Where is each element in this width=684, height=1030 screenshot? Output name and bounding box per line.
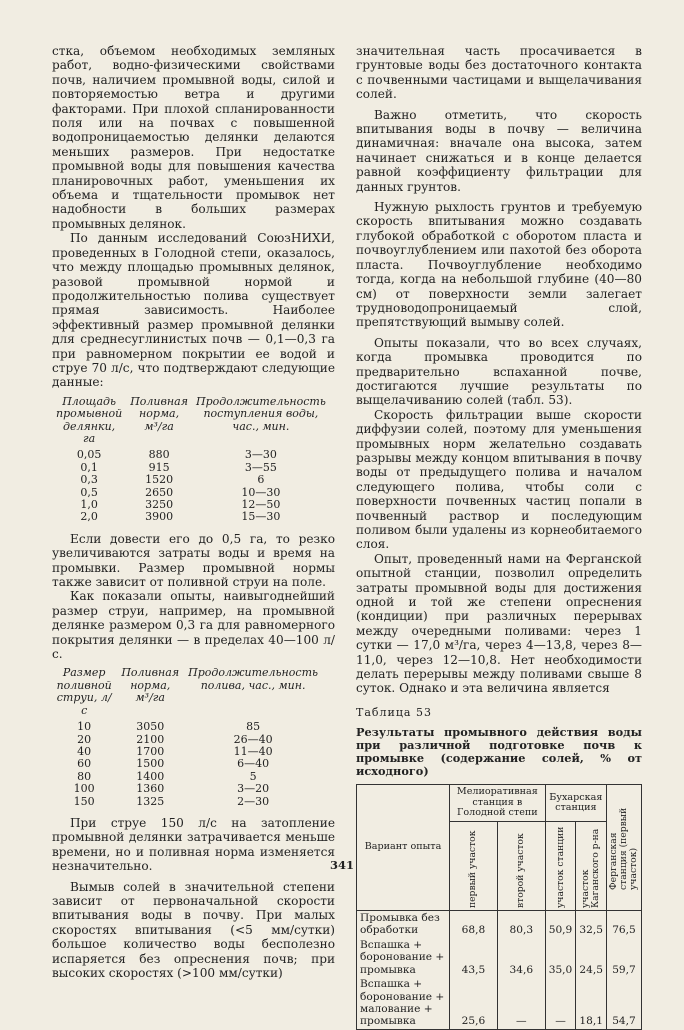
table-row: 2,0 3900 15—30 [80,510,281,524]
paragraph: Скорость фильтрации выше скорости диффузии солей, поэтому для уменьшения промывных норм желательно создавать разрывы между концом впитывания в почву воды от предыдущего полива и началом следующего полива, чтобы соли с поверхности почвенных частиц попали в почвенный раствор и последующим поливом были удалены из корнеобитаемого слоя. [356,407,642,552]
table-row: 100 1360 3—20 [73,782,270,796]
table-row: 20 2100 26—40 [77,732,273,746]
table-row: 60 1500 6—40 [77,757,270,771]
paragraph: Нужную рыхлость грунтов и требуемую скорость впитывания можно создавать глубокой обработкой с оборотом пласта и почвоуглублением или пахотой без оборота пласта. Почвоуглубление необходимо тогда, когда на небольшой глубине (40—80 см) от поверхности земли залегает трудноводопроницаемый слой, препятствующий вымыву солей. [356,200,642,330]
table-header: Бухарская станция [545,785,606,822]
paragraph: Опыты показали, что во всех случаях, когда промывка проводится по предварительно вспаханной почве, достигаются лучшие результаты по выщелачиванию солей (табл. 53). [356,335,642,408]
table-row: 0,3 1520 6 [80,473,265,487]
table-row: 0,1 915 3—55 [80,460,277,474]
paragraph: При струе 150 л/с на затопление промывной делянки затрачивается меньше времени, но и поливная норма изменяется незначительно. [52,815,335,874]
paragraph: Опыт, проведенный нами на Ферганской опытной станции, позволил определить затраты промывной воды для достижения одной и той же степени опреснения (кондиции) при различных перерывах между очередными поливами: через 1 сутки — 17,0 м³/га, через 4—13,8, через 8—11,0, через 12—10,8. Нет необходимости делать перерывы между поливами свыше 8 суток. Однако и эта величина является [356,551,642,696]
table-row: Вспашка + боронование + малование + промывка 25,6 — — 18,1 54,7 [357,977,642,1029]
table-row: 0,05 880 3—30 [76,448,277,462]
paragraph: Важно отметить, что скорость впитывания воды в почву — величина динамичная: вначале она высока, затем начинает снижаться и в конце делается равной коэффициенту фильтрации для данных грунтов. [356,107,642,194]
table-header: Ферганская станция (первый участок) [606,785,641,911]
right-column [356,44,642,1030]
table-row: Промывка без обработки 68,8 80,3 50,9 32,5 76,5 [357,911,642,938]
stream-norm-table [52,667,322,807]
table-row: 10 3050 85 [77,720,261,734]
area-norm-table [52,396,330,524]
table-header: Поливная норма, м³/га [121,666,180,705]
table-header: Размер поливной струи, л/с [56,666,112,717]
table-53 [356,784,642,1029]
table-caption: Таблица 53 [356,705,432,719]
table-header: Продолжительность поступления воды, час., мин. [195,394,326,433]
paragraph: По данным исследований СоюзНИХИ, проведенных в Голодной степи, оказалось, что между площадью промывных делянок, разовой промывной нормой и продолжительностью полива существует прямая зависимость. Наиболее эффективный размер промывной делянки для среднесуглинистых почв — 0,1—0,3 га при равномерном покрытии ее водой и струе 70 л/с, что подтверждают следующие данные: [52,231,335,390]
table-title: Результаты промывного действия воды при различной подготовке почв к промывке (содержание солей, % от исходного) [356,725,642,779]
table-row: 80 1400 5 [77,769,257,783]
table-header: Мелиоративная станция в Голодной степи [450,785,546,822]
table-header: участок станции [545,822,576,911]
table-row: 150 1325 2—30 [73,794,270,808]
page-number: 341 [329,858,354,872]
paragraph: значительная часть просачивается в грунтовые воды без достаточного контакта с почвенными частицами и выщелачивания солей. [356,44,642,102]
table-header: Площадь промывной делянки, га [56,394,123,445]
table-row: 40 1700 11—40 [77,744,273,758]
paragraph: стка, объемом необходимых земляных работ, водно-физическими свойствами почв, наличием промывной воды, силой и повторяемостью ветра и другими факторами. При плохой спланированности поля или на почвах с повышенной водопроницаемостью делянки делаются меньших размеров. При недостатке промывной воды для повышения качества планировочных работ, уменьшения их объема и тщательности промывок нет надобности в больших размерах промывных делянок. [52,44,335,231]
paragraph: Если довести его до 0,5 га, то резко увеличиваются затраты воды и время на промывки. Размер промывной нормы также зависит от поливной струи на поле. [52,531,335,590]
table-row: Вспашка + боронование + промывка 43,5 34,6 35,0 24,5 59,7 [357,938,642,977]
table-header: Продолжительность полива, час., мин. [188,666,318,692]
left-column [52,44,335,980]
table-header: второй участок [497,822,545,911]
table-header: Вариант опыта [357,785,450,911]
table-header: Поливная норма, м³/га [130,394,188,433]
paragraph: Вымыв солей в значительной степени зависит от первоначальной скорости впитывания воды в почву. При малых скоростях впитывания (<5 мм/сутки) большое количество воды бесполезно испаряется без опреснения почв; при высоких скоростях (>100 мм/сутки) [52,879,335,980]
table-row: 0,5 2650 10—30 [80,485,281,499]
paragraph: Как показали опыты, наивыгоднейший размер струи, например, на промывной делянке размером 0,3 га для равномерного покрытия делянки — в пределах 40—100 л/с. [52,589,335,662]
table-header: первый участок [450,822,498,911]
table-header: участок Каганского р-на [576,822,607,911]
table-row: 1,0 3250 12—50 [80,498,281,511]
